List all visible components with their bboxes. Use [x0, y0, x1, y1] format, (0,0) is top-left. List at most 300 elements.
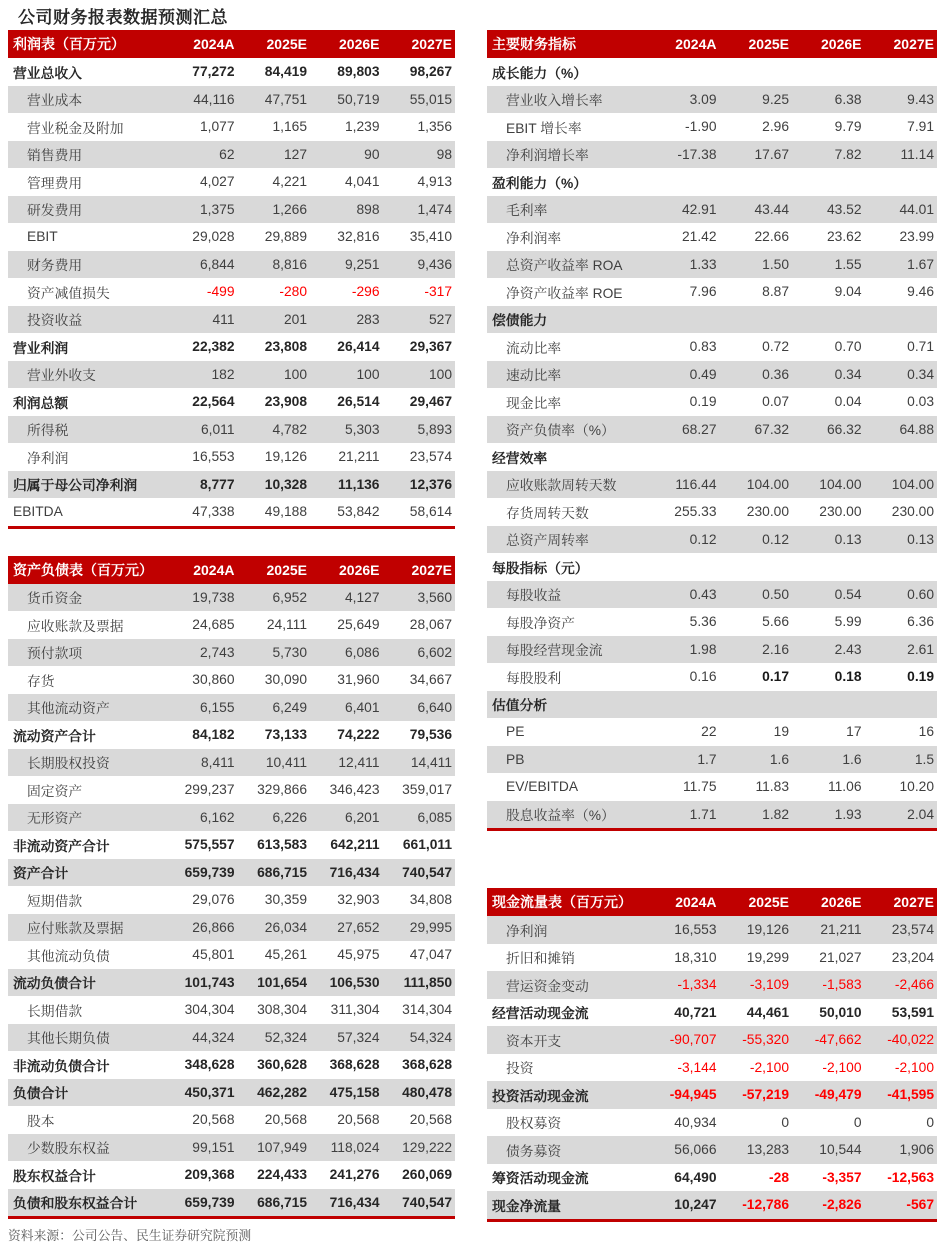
table-row — [487, 581, 937, 609]
cell-value: 0.17 — [762, 669, 789, 685]
row-label: 应收账款周转天数 — [506, 478, 617, 494]
cell-value: 64,490 — [674, 1169, 717, 1185]
cell-value: -90,707 — [669, 1032, 717, 1048]
cell-value: 411 — [212, 311, 235, 327]
table-row — [487, 801, 937, 829]
cell-value: 23,204 — [891, 949, 934, 965]
cell-value: 659,739 — [184, 864, 235, 880]
cell-value: 0.54 — [834, 586, 862, 602]
row-label: EBIT 增长率 — [506, 120, 582, 136]
table-row — [8, 584, 455, 612]
cell-value: 6,401 — [344, 699, 380, 715]
cell-value: 90 — [364, 146, 380, 162]
cell-value: 127 — [283, 146, 307, 162]
row-label: 毛利率 — [506, 203, 548, 219]
table-title: 主要财务指标 — [492, 36, 576, 52]
cell-value: 308,304 — [257, 1002, 307, 1018]
cell-value: 11.75 — [682, 779, 717, 795]
row-label: 货币资金 — [27, 591, 83, 607]
cell-value: 10,328 — [264, 476, 307, 492]
cell-value: 0.03 — [907, 394, 934, 410]
cell-value: 30,359 — [264, 892, 307, 908]
cell-value: 0.12 — [689, 531, 717, 547]
cell-value: 32,816 — [337, 229, 380, 245]
cell-value: 40,721 — [674, 1004, 717, 1020]
cell-value: 314,304 — [402, 1002, 452, 1018]
cell-value: 98,267 — [409, 64, 452, 80]
table-row — [8, 333, 455, 361]
table-header-row — [8, 30, 455, 58]
cell-value: 12,376 — [409, 476, 452, 492]
table-row — [8, 278, 455, 306]
row-label: PB — [506, 751, 525, 767]
row-label: EBIT — [27, 229, 58, 245]
left-column — [8, 30, 455, 1244]
cell-value: 43.44 — [754, 201, 789, 217]
row-label: 营业总收入 — [13, 65, 82, 81]
cell-value: 29,467 — [409, 394, 452, 410]
cell-value: 2.04 — [907, 806, 934, 822]
table-row — [487, 1109, 937, 1137]
cell-value: 0 — [853, 1114, 862, 1130]
cell-value: 73,133 — [264, 727, 307, 743]
table-row — [8, 969, 455, 997]
table-row — [8, 196, 455, 224]
cell-value: -12,563 — [887, 1169, 934, 1185]
table-header-row — [487, 30, 937, 58]
row-label: 投资活动现金流 — [492, 1088, 589, 1104]
row-label: 存货周转天数 — [506, 505, 589, 521]
table-title: 资产负债表（百万元） — [13, 561, 153, 578]
row-label: 流动比率 — [506, 340, 562, 356]
cell-value: 1.98 — [689, 641, 717, 657]
table-row — [487, 1026, 937, 1054]
cell-value: 84,182 — [192, 727, 235, 743]
cell-value: 6.38 — [834, 91, 862, 107]
cell-value: 6,226 — [272, 809, 307, 825]
table-row — [8, 749, 455, 777]
cell-value: -1,334 — [677, 977, 717, 993]
column-header: 2026E — [339, 36, 380, 52]
table-header-row — [487, 888, 937, 916]
row-label: 资本开支 — [506, 1033, 562, 1049]
cell-value: 20,568 — [264, 1112, 307, 1128]
row-label: 营业税金及附加 — [27, 120, 124, 136]
row-label: 资产负债率（%） — [506, 423, 615, 439]
cell-value: 224,433 — [257, 1167, 307, 1183]
cell-value: 6,640 — [417, 699, 452, 715]
table-row — [8, 1024, 455, 1052]
cell-value: 0.72 — [762, 339, 789, 355]
cell-value: 2.61 — [907, 641, 934, 657]
table-row — [8, 141, 455, 169]
cell-value: 0.34 — [834, 366, 862, 382]
row-label: 资产合计 — [13, 866, 69, 882]
row-label: PE — [506, 724, 525, 740]
cell-value: 209,368 — [184, 1167, 235, 1183]
table-row — [8, 776, 455, 804]
row-label: 长期股权投资 — [27, 756, 110, 772]
row-label: 资产减值损失 — [27, 285, 110, 301]
table-row — [8, 804, 455, 832]
key-indicators-table — [487, 30, 937, 831]
cell-value: 50,010 — [819, 1004, 862, 1020]
cell-value: 6,085 — [417, 809, 452, 825]
row-label: 投资收益 — [27, 313, 83, 329]
cell-value: 23,574 — [891, 922, 934, 938]
table-row — [8, 306, 455, 334]
cell-value: 661,011 — [402, 837, 452, 853]
cell-value: 49,188 — [264, 504, 307, 520]
row-label: 速动比率 — [506, 368, 562, 384]
cell-value: 29,028 — [192, 229, 235, 245]
row-label: 营业外收支 — [27, 368, 96, 384]
cell-value: -12,786 — [742, 1197, 789, 1213]
table-row — [487, 278, 937, 306]
cell-value: 1,165 — [272, 119, 307, 135]
row-label: 流动资产合计 — [13, 728, 96, 744]
table-row — [8, 639, 455, 667]
cell-value: 2.43 — [834, 641, 862, 657]
cell-value: 19 — [773, 724, 789, 740]
table-row — [8, 1134, 455, 1162]
cell-value: 22 — [701, 724, 717, 740]
table-row — [487, 223, 937, 251]
cell-value: 201 — [283, 311, 307, 327]
cell-value: 5,303 — [344, 421, 380, 437]
cell-value: 716,434 — [329, 864, 380, 880]
cell-value: 1.50 — [762, 256, 789, 272]
cell-value: 6,086 — [344, 644, 380, 660]
source-note: 资料来源：公司公告、民生证券研究院预测 — [8, 1228, 252, 1243]
cell-value: 107,949 — [257, 1139, 307, 1155]
table-row — [487, 388, 937, 416]
row-label: 净利润率 — [506, 230, 562, 246]
income-statement-table — [8, 30, 455, 529]
table-row — [8, 1161, 455, 1189]
row-label: 无形资产 — [27, 811, 83, 827]
cell-value: 79,536 — [409, 727, 452, 743]
table-row — [487, 113, 937, 141]
cell-value: 28,067 — [409, 617, 452, 633]
column-header: 2026E — [821, 36, 862, 52]
row-label: 营运资金变动 — [506, 978, 589, 994]
cell-value: 32,903 — [337, 892, 380, 908]
cell-value: 6.36 — [907, 614, 934, 630]
cell-value: 8,816 — [272, 256, 307, 272]
cell-value: 7.91 — [907, 119, 934, 135]
cell-value: 659,739 — [184, 1194, 235, 1210]
cell-value: 255.33 — [674, 504, 717, 520]
cell-value: 18,310 — [674, 949, 717, 965]
cell-value: 6,162 — [199, 809, 235, 825]
cell-value: -47,662 — [814, 1032, 862, 1048]
row-label: 每股收益 — [506, 588, 562, 604]
table-row — [8, 416, 455, 444]
cell-value: 16,553 — [674, 922, 717, 938]
cell-value: 182 — [211, 366, 235, 382]
cell-value: 3,560 — [417, 589, 452, 605]
table-row — [8, 914, 455, 942]
cell-value: 84,419 — [264, 64, 307, 80]
cell-value: 44.01 — [899, 201, 934, 217]
cell-value: 30,860 — [192, 672, 235, 688]
column-header: 2024A — [193, 36, 235, 52]
cell-value: 27,652 — [337, 919, 380, 935]
cell-value: 23,908 — [264, 394, 307, 410]
cell-value: 462,282 — [257, 1084, 307, 1100]
cell-value: 19,299 — [746, 949, 789, 965]
table-row — [487, 944, 937, 972]
table-row — [8, 498, 455, 526]
column-header: 2024A — [193, 561, 235, 578]
cell-value: 56,066 — [674, 1142, 717, 1158]
row-label: 营业成本 — [27, 93, 83, 109]
cell-value: 0.13 — [907, 531, 934, 547]
column-header: 2027E — [411, 36, 452, 52]
cell-value: 0.60 — [907, 586, 934, 602]
cell-value: 52,324 — [264, 1029, 307, 1045]
cell-value: 11,136 — [338, 476, 380, 492]
cell-value: 368,628 — [329, 1057, 380, 1073]
cell-value: -57,219 — [742, 1087, 789, 1103]
cell-value: 106,530 — [329, 974, 380, 990]
cell-value: -41,595 — [887, 1087, 934, 1103]
cell-value: 68.27 — [681, 421, 717, 437]
cell-value: -2,100 — [749, 1059, 789, 1075]
cell-value: 9,251 — [344, 256, 380, 272]
row-label: 每股指标（元） — [492, 560, 589, 576]
cell-value: 24,685 — [192, 617, 235, 633]
cell-value: 260,069 — [402, 1167, 452, 1183]
cell-value: -40,022 — [887, 1032, 934, 1048]
cell-value: 47,338 — [192, 504, 235, 520]
cell-value: 686,715 — [257, 1194, 307, 1210]
cell-value: 0.04 — [834, 394, 862, 410]
cell-value: 22,564 — [192, 394, 235, 410]
cell-value: 348,628 — [184, 1057, 235, 1073]
cell-value: 74,222 — [337, 727, 380, 743]
cell-value: 66.32 — [826, 421, 862, 437]
row-label: 筹资活动现金流 — [492, 1171, 589, 1187]
table-row — [8, 251, 455, 279]
cell-value: -2,826 — [822, 1197, 862, 1213]
cell-value: 230.00 — [891, 504, 934, 520]
table-row — [487, 746, 937, 774]
row-label: 销售费用 — [27, 148, 83, 164]
cell-value: 8.87 — [762, 284, 789, 300]
cell-value: 0.70 — [834, 339, 862, 355]
cell-value: 898 — [356, 201, 380, 217]
cell-value: 575,557 — [184, 837, 235, 853]
column-header: 2025E — [266, 561, 307, 578]
cell-value: 740,547 — [402, 864, 452, 880]
cell-value: 0.83 — [689, 339, 717, 355]
row-label: 净资产收益率 ROE — [506, 285, 623, 301]
table-row — [8, 1079, 455, 1107]
cell-value: 9.46 — [907, 284, 934, 300]
cell-value: 686,715 — [257, 864, 307, 880]
cell-value: 9.43 — [907, 91, 934, 107]
cell-value: 19,126 — [746, 922, 789, 938]
row-label: 净利润增长率 — [506, 148, 589, 164]
table-row — [487, 1164, 937, 1192]
cell-value: -3,109 — [749, 977, 789, 993]
cell-value: 329,866 — [257, 782, 307, 798]
cell-value: 1.6 — [842, 751, 862, 767]
cash-flow-table — [487, 888, 937, 1222]
table-row — [8, 223, 455, 251]
cell-value: 2.16 — [762, 641, 789, 657]
cell-value: 30,090 — [264, 672, 307, 688]
cell-value: 3.09 — [689, 91, 717, 107]
table-row — [8, 471, 455, 499]
column-header: 2026E — [821, 894, 862, 910]
cell-value: 26,866 — [192, 919, 235, 935]
table-row — [487, 526, 937, 554]
row-label: 总资产收益率 ROA — [506, 258, 623, 274]
row-label: 应收账款及票据 — [27, 618, 124, 634]
cell-value: 24,111 — [266, 617, 307, 633]
cell-value: 0 — [781, 1114, 789, 1130]
cell-value: 17 — [846, 724, 862, 740]
cell-value: 1.55 — [834, 256, 862, 272]
row-label: 每股净资产 — [506, 615, 575, 631]
cell-value: 0.18 — [834, 669, 862, 685]
table-row — [487, 773, 937, 801]
row-label: 负债和股东权益合计 — [13, 1196, 138, 1212]
cell-value: 42.91 — [681, 201, 717, 217]
column-header: 2025E — [748, 36, 789, 52]
cell-value: 116.44 — [675, 476, 717, 492]
cell-value: 44,116 — [193, 91, 235, 107]
table-row — [487, 141, 937, 169]
cell-value: 118,024 — [330, 1139, 380, 1155]
cell-value: 20,568 — [409, 1112, 452, 1128]
cell-value: 29,889 — [264, 229, 307, 245]
row-label: 非流动负债合计 — [13, 1058, 110, 1074]
row-label: 股本 — [27, 1113, 55, 1129]
cell-value: 101,743 — [184, 974, 235, 990]
row-label: 盈利能力（%） — [492, 175, 588, 191]
row-label: 利润总额 — [13, 395, 69, 411]
cell-value: -94,945 — [669, 1087, 717, 1103]
table-row — [487, 416, 937, 444]
cell-value: 450,371 — [184, 1084, 235, 1100]
table-row — [487, 333, 937, 361]
cell-value: 283 — [356, 311, 380, 327]
cell-value: 5.66 — [762, 614, 789, 630]
cell-value: 1.6 — [769, 751, 789, 767]
cell-value: 7.82 — [834, 146, 862, 162]
cell-value: 34,808 — [409, 892, 452, 908]
row-label: 固定资产 — [27, 783, 83, 799]
table-row — [487, 306, 937, 334]
column-header: 2027E — [893, 894, 934, 910]
table-row — [8, 1051, 455, 1079]
cell-value: 14,411 — [410, 754, 452, 770]
cell-value: 23,808 — [264, 339, 307, 355]
cell-value: 44,461 — [746, 1004, 789, 1020]
cell-value: 11.06 — [827, 779, 862, 795]
row-label: EBITDA — [13, 504, 63, 520]
cell-value: 716,434 — [329, 1194, 380, 1210]
table-row — [8, 666, 455, 694]
cell-value: 89,803 — [337, 64, 380, 80]
row-label: 股权募资 — [506, 1116, 562, 1132]
row-label: 长期借款 — [27, 1003, 83, 1019]
cell-value: 0.19 — [907, 669, 934, 685]
table-title: 利润表（百万元） — [13, 36, 125, 52]
cell-value: -296 — [351, 284, 380, 300]
row-label: 负债合计 — [13, 1086, 69, 1102]
table-row — [8, 941, 455, 969]
cell-value: 0.34 — [907, 366, 934, 382]
row-label: 偿债能力 — [492, 313, 548, 329]
cell-value: -28 — [769, 1169, 789, 1185]
row-label: 少数股东权益 — [27, 1141, 110, 1157]
cell-value: 62 — [219, 146, 235, 162]
cell-value: 98 — [436, 146, 452, 162]
table-row — [487, 971, 937, 999]
cell-value: 17.67 — [754, 146, 789, 162]
cell-value: 50,719 — [337, 91, 380, 107]
cell-value: 1.33 — [689, 256, 717, 272]
cell-value: 10,247 — [674, 1197, 717, 1213]
cell-value: 304,304 — [184, 1002, 235, 1018]
table-row — [8, 388, 455, 416]
table-row — [487, 86, 937, 114]
table-row — [487, 916, 937, 944]
column-header: 2025E — [266, 36, 307, 52]
row-label: EV/EBITDA — [506, 779, 579, 795]
table-row — [487, 1136, 937, 1164]
cell-value: 8,777 — [199, 476, 235, 492]
cell-value: 6,844 — [199, 256, 235, 272]
table-row — [487, 608, 937, 636]
cell-value: 23.99 — [899, 229, 934, 245]
row-label: 应付账款及票据 — [27, 921, 124, 937]
row-label: 股息收益率（%） — [506, 808, 615, 824]
cell-value: 230.00 — [746, 504, 789, 520]
cell-value: 6,952 — [272, 589, 307, 605]
cell-value: -2,100 — [822, 1059, 862, 1075]
cell-value: 0.36 — [762, 366, 789, 382]
cell-value: -17.38 — [677, 146, 717, 162]
cell-value: 104.00 — [891, 476, 934, 492]
cell-value: 43.52 — [826, 201, 862, 217]
cell-value: 1,077 — [199, 119, 235, 135]
cell-value: -55,320 — [742, 1032, 789, 1048]
cell-value: 1,239 — [344, 119, 380, 135]
cell-value: 241,276 — [329, 1167, 380, 1183]
cell-value: 40,934 — [674, 1114, 717, 1130]
cell-value: 1.93 — [834, 806, 862, 822]
cell-value: -317 — [424, 284, 452, 300]
column-header: 2027E — [411, 561, 452, 578]
cell-value: 6,602 — [417, 644, 452, 660]
cell-value: 4,782 — [272, 421, 307, 437]
cell-value: 22,382 — [192, 339, 235, 355]
cell-value: 0.16 — [689, 669, 717, 685]
cell-value: 6,155 — [199, 699, 235, 715]
cell-value: 4,041 — [344, 174, 380, 190]
cell-value: 104.00 — [746, 476, 789, 492]
row-label: 其他长期负债 — [27, 1031, 110, 1047]
cell-value: 35,410 — [409, 229, 452, 245]
cell-value: 19,738 — [192, 589, 235, 605]
table-row — [8, 58, 455, 86]
